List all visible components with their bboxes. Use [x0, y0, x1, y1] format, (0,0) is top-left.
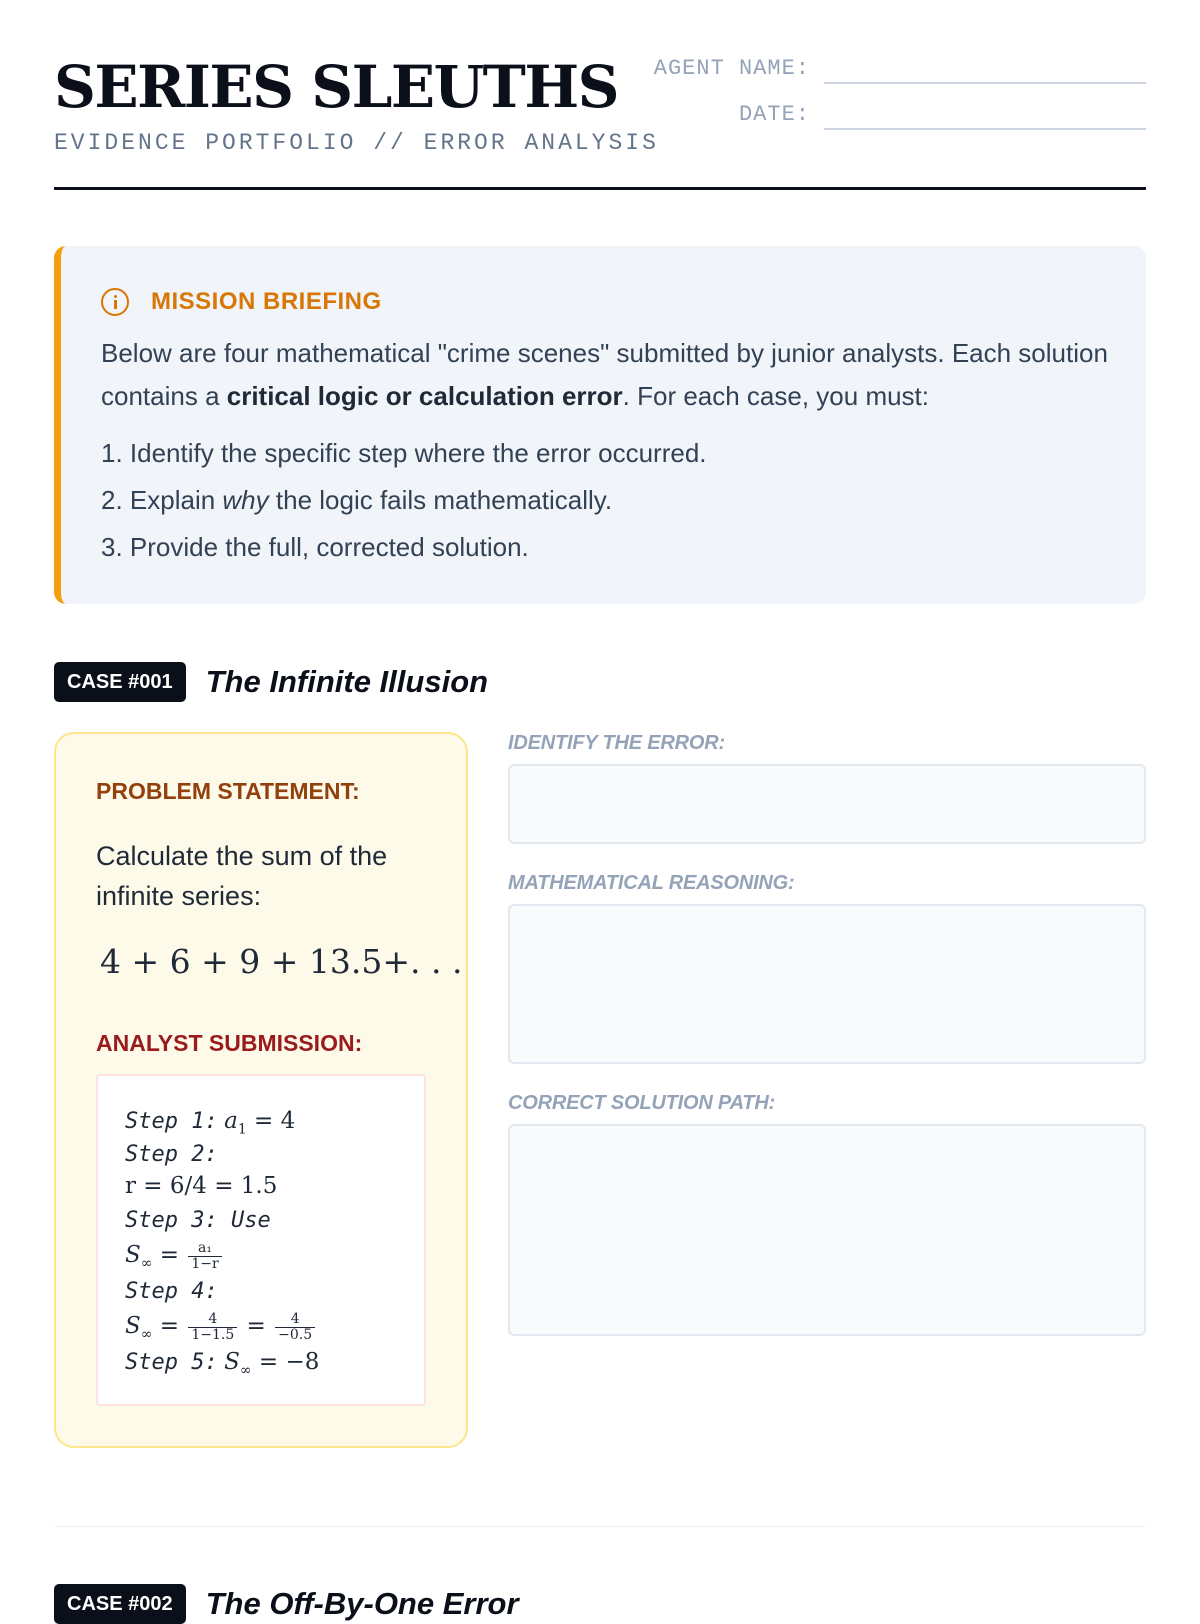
page-subtitle: EVIDENCE PORTFOLIO // ERROR ANALYSIS: [54, 130, 659, 156]
submission-step-2-math: r = 6/4 = 1.5: [125, 1173, 278, 1199]
reasoning-input[interactable]: [508, 904, 1146, 1064]
briefing-header: [101, 288, 382, 316]
fraction: [188, 1241, 221, 1272]
case-1-header: [54, 662, 488, 702]
case-title: The Infinite Illusion: [205, 664, 489, 699]
frac-den: −0.5: [278, 1326, 313, 1343]
problem-statement-label: PROBLEM STATEMENT:: [96, 778, 360, 804]
analyst-submission: [96, 1074, 426, 1406]
math-var: S: [125, 1242, 141, 1268]
math-var: a: [224, 1108, 238, 1134]
math-sub: ∞: [239, 1362, 252, 1379]
submission-step-4-label: [125, 1274, 424, 1307]
math-text: = −8: [251, 1349, 320, 1375]
briefing-text: [101, 332, 1111, 418]
math-sub: ∞: [140, 1326, 153, 1343]
frac-num: a₁: [188, 1241, 221, 1257]
reasoning-label: MATHEMATICAL REASONING:: [508, 872, 795, 894]
submission-step-2-label: [125, 1137, 424, 1170]
frac-num: 4: [188, 1312, 237, 1328]
date-field[interactable]: [824, 102, 1146, 130]
date-row: [626, 102, 1146, 132]
solution-input[interactable]: [508, 1124, 1146, 1336]
fraction: [188, 1312, 237, 1343]
solution-block: [508, 1092, 1146, 1115]
submission-step-3-math: $S_\infty$ = $\frac{\text{a₁}}{1-r}$: [125, 1236, 424, 1274]
briefing-text-bold: critical logic or calculation error: [226, 381, 623, 411]
submission-step-4-math: $S_\infty$ = $\frac{4}{1-1.5}$ = $\frac{4}{-0.5}$: [125, 1307, 424, 1345]
mission-briefing: [54, 246, 1146, 604]
step-text: the logic fails mathematically.: [268, 485, 613, 515]
case-2-header: [54, 1584, 519, 1624]
math-sub: ∞: [140, 1255, 153, 1272]
series-expression: 4 + 6 + 9 + 13.5+. . .: [100, 942, 463, 981]
math-sub: 1: [237, 1121, 247, 1138]
briefing-step-1: 1. Identify the specific step where the error occurred.: [101, 438, 707, 468]
agent-name-row: [626, 56, 1146, 86]
briefing-text-part: Below are four mathematical "crime scenes" submitted by junior analysts. Each solution contains a: [101, 338, 1108, 411]
math-var: S: [125, 1313, 141, 1339]
header-divider: [54, 187, 1146, 190]
solution-label: CORRECT SOLUTION PATH:: [508, 1092, 776, 1114]
case-badge: CASE #002: [54, 1584, 186, 1624]
agent-name-label: AGENT NAME:: [653, 56, 810, 81]
agent-name-field[interactable]: [824, 56, 1146, 84]
briefing-text-part: . For each case, you must:: [622, 381, 930, 411]
info-icon: [101, 288, 129, 316]
problem-statement-text: Calculate the sum of the infinite series:: [96, 841, 388, 911]
step-label: Step 3: Use: [125, 1208, 271, 1233]
step-label: Step 1:: [125, 1109, 218, 1134]
math-var: S: [224, 1349, 240, 1375]
case-title: The Off-By-One Error: [205, 1586, 519, 1621]
briefing-step-2: [101, 477, 707, 524]
submission-step-5: [125, 1345, 424, 1378]
briefing-step-3: 3. Provide the full, corrected solution.: [101, 532, 529, 562]
submission-step-3-label: [125, 1203, 424, 1236]
step-label: Step 2:: [125, 1142, 218, 1167]
briefing-title: MISSION BRIEFING: [151, 288, 382, 315]
reasoning-block: [508, 872, 1146, 895]
frac-den: 1−r: [191, 1255, 219, 1272]
step-text: 2. Explain: [101, 485, 223, 515]
problem-card: [54, 732, 468, 1448]
briefing-steps: [101, 430, 707, 571]
step-emphasis: why: [222, 485, 269, 515]
math-text: = 4: [246, 1108, 296, 1134]
page-title: SERIES SLEUTHS: [54, 53, 619, 121]
identify-error-block: [508, 732, 1146, 755]
case-divider: [54, 1526, 1146, 1527]
identify-error-input[interactable]: [508, 764, 1146, 844]
identify-error-label: IDENTIFY THE ERROR:: [508, 732, 725, 754]
fraction: [275, 1312, 315, 1343]
step-label: Step 5:: [125, 1350, 218, 1375]
frac-den: 1−1.5: [191, 1326, 235, 1343]
date-label: DATE:: [738, 102, 810, 127]
case-badge: CASE #001: [54, 662, 186, 702]
analyst-submission-label: ANALYST SUBMISSION:: [96, 1030, 363, 1056]
frac-num: 4: [275, 1312, 315, 1328]
step-label: Step 4:: [125, 1279, 218, 1304]
submission-step-1: [125, 1104, 424, 1137]
